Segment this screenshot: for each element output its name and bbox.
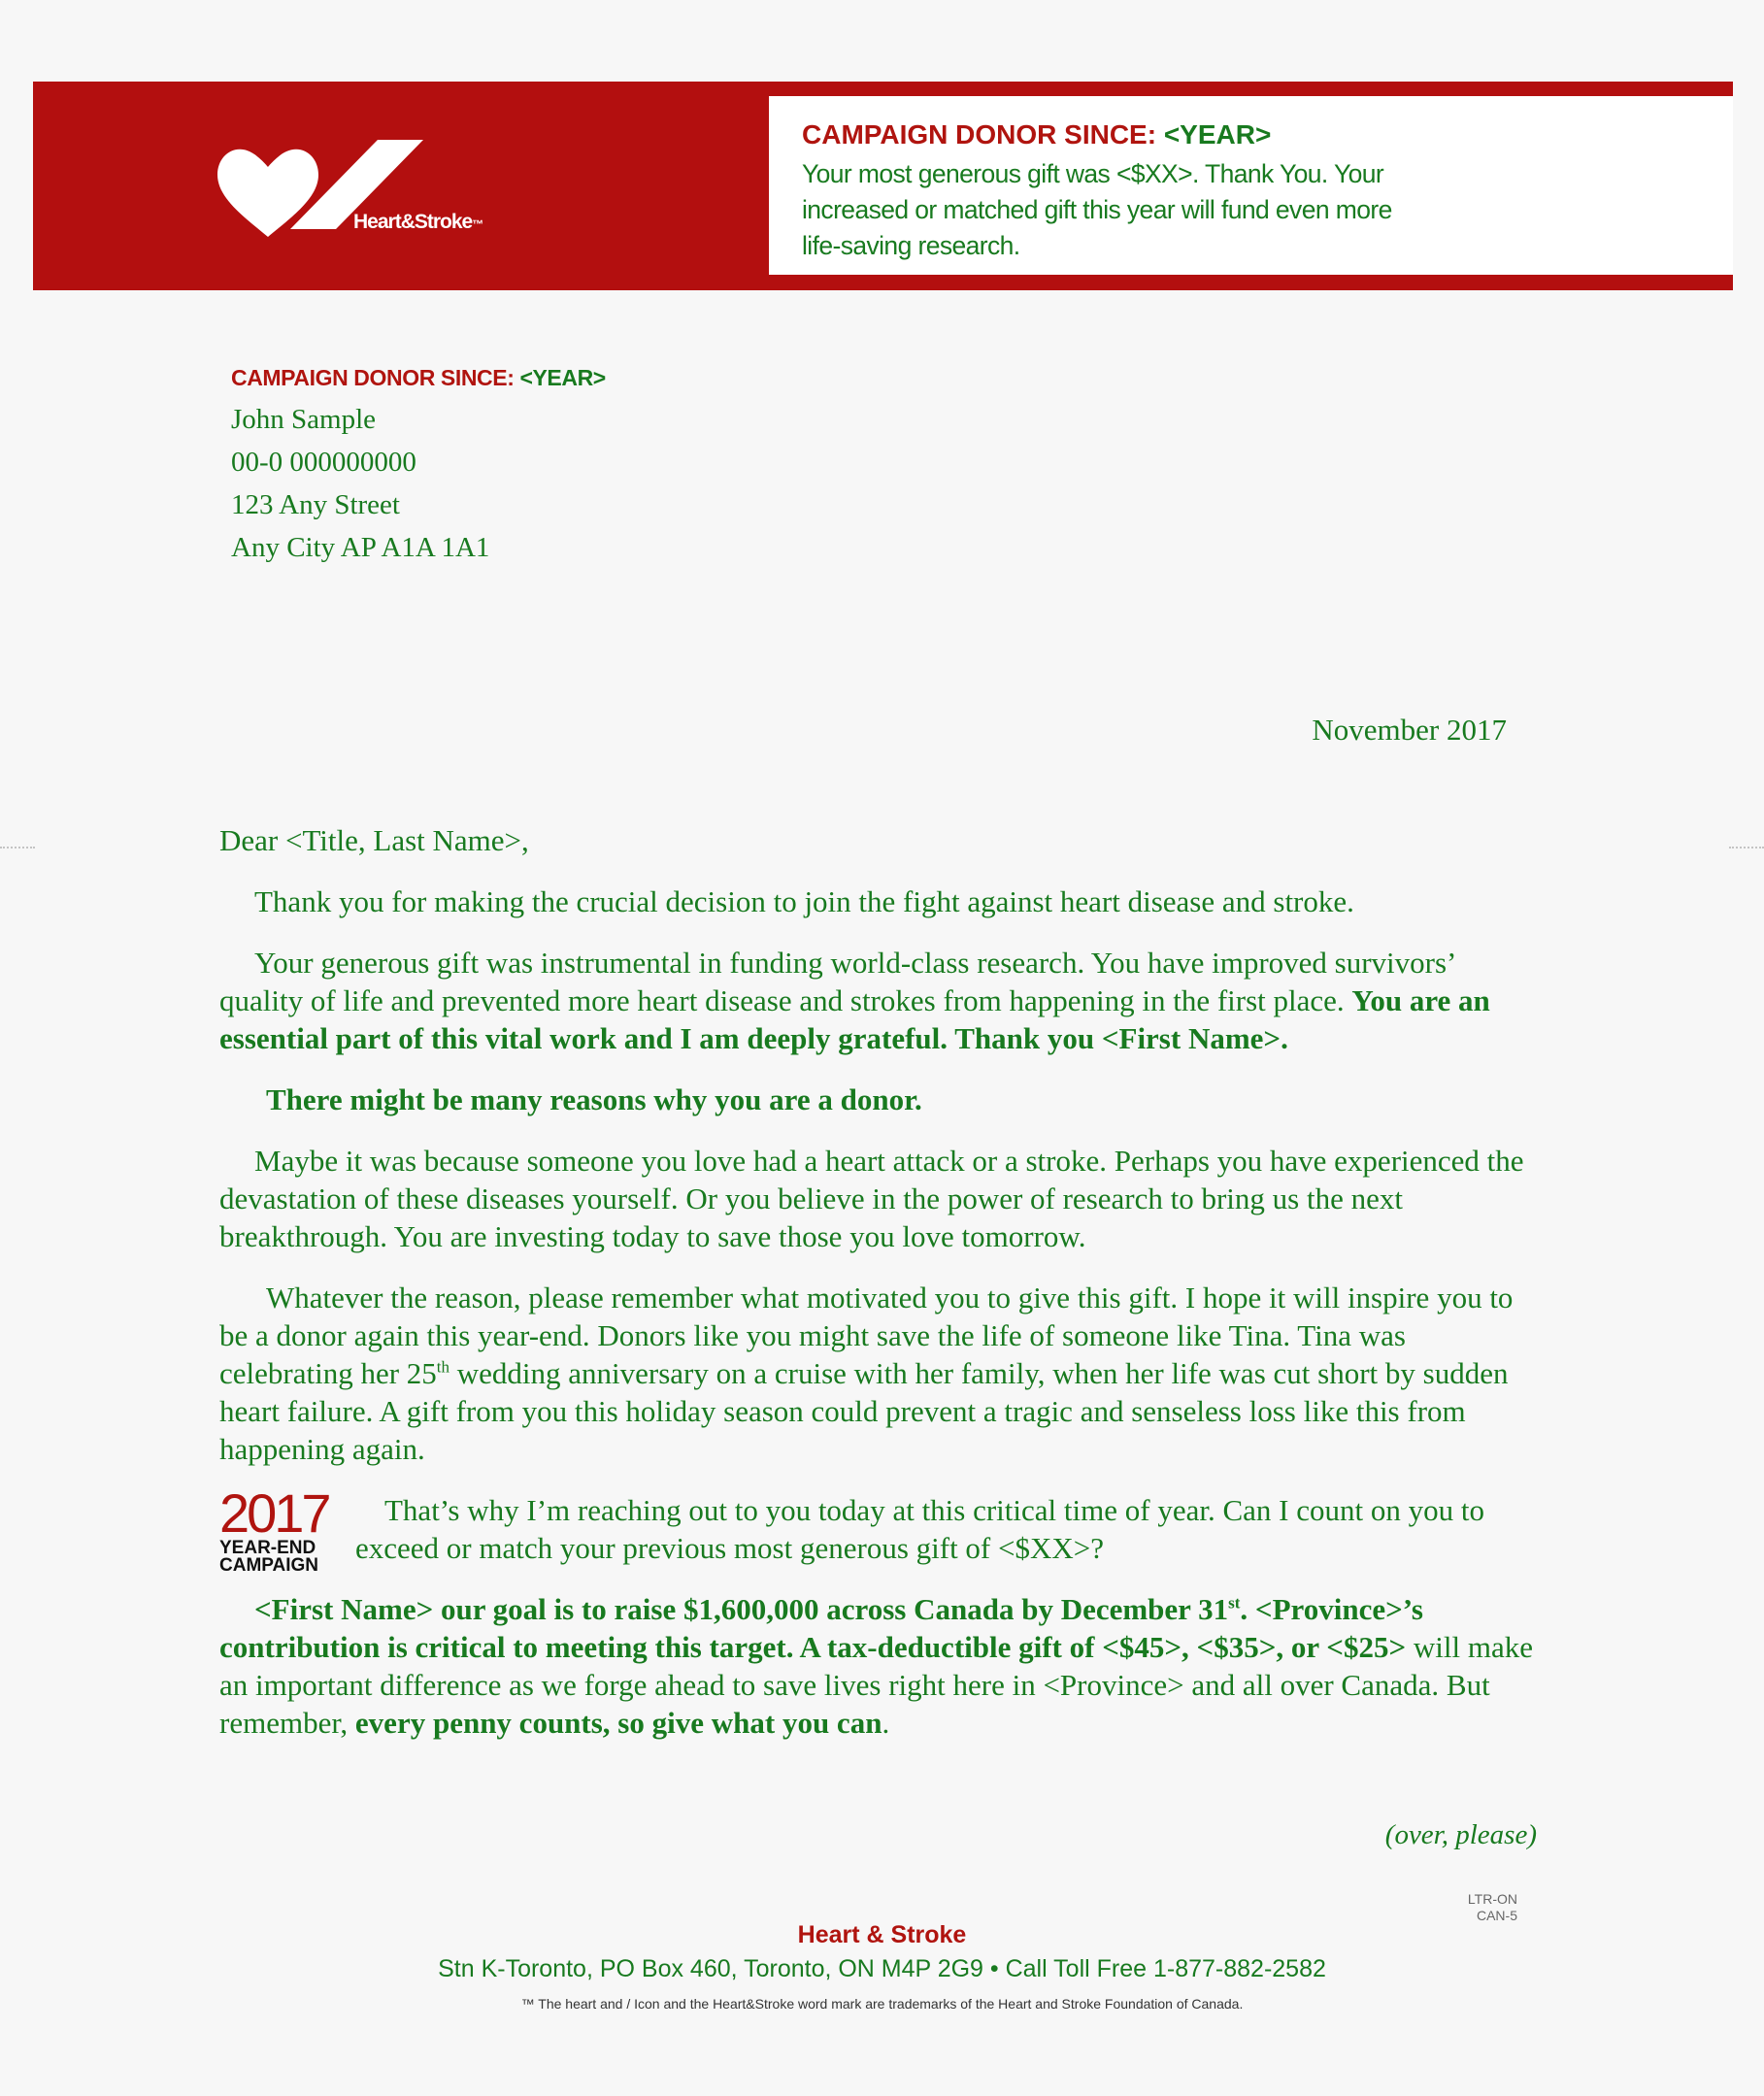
paragraph-4: Maybe it was because someone you love had a heart attack or a stroke. Perhaps you have experienced the devastation of these diseases yourself. Or you believe in the power of research to bring us the next breakthrough. You are investing today to save those you love tomorrow. <box>219 1144 1524 1253</box>
account-number: 00-0 000000000 <box>231 447 416 478</box>
address-donor-since: CAMPAIGN DONOR SINCE: <YEAR> <box>231 365 606 390</box>
fold-mark-right <box>1729 847 1764 848</box>
year-end-campaign-logo: 2017 YEAR-END CAMPAIGN <box>219 1482 329 1576</box>
footer <box>0 1918 1764 2012</box>
recipient-name: John Sample <box>231 404 377 435</box>
paragraph-3: There might be many reasons why you are a donor. <box>266 1082 922 1116</box>
paragraph-1: Thank you for making the crucial decision to join the fight against heart disease and stroke. <box>254 884 1354 918</box>
address-block <box>231 365 606 569</box>
donor-since-heading: CAMPAIGN DONOR SINCE: <YEAR> <box>802 119 1272 150</box>
paragraph-7: <First Name> our goal is to raise $1,600,000 across Canada by December 31st. <Province>’s contribution is critical to meeting this target. A tax-deductible gift of <$45>, <$35>, or <$25> will make an important difference as we forge ahead to save lives right here in <Province> and all over Canada. But remember, every penny counts, so give what you can. <box>219 1592 1533 1740</box>
heart-stroke-logo-icon <box>217 140 567 266</box>
street-address: 123 Any Street <box>231 489 400 520</box>
campaign-row <box>219 1482 1540 1576</box>
city-postal: Any City AP A1A 1A1 <box>231 532 490 563</box>
letter-body <box>219 821 1540 1765</box>
donor-message-box <box>769 96 1733 275</box>
over-please-note: (over, please) <box>1384 1819 1537 1850</box>
logo-wordmark: Heart&Stroke™ <box>353 211 483 233</box>
letter-date: November 2017 <box>1312 713 1507 747</box>
header-banner <box>33 82 1733 290</box>
paragraph-5: Whatever the reason, please remember what motivated you to give this gift. I hope it will inspire you to be a donor again this year-end. Donors like you might save the life of someone like Tina. Tina was celebrating her 25th wedding anniversary on a cruise with her family, when her life was cut short by sudden heart failure. A gift from you this holiday season could prevent a tragic and senseless loss like this from happening again. <box>219 1281 1514 1466</box>
footer-org: Heart & Stroke <box>797 1921 967 1948</box>
salutation: Dear <Title, Last Name>, <box>219 823 529 857</box>
fold-mark-left <box>0 847 35 848</box>
paragraph-6: That’s why I’m reaching out to you today at this critical time of year. Can I count on you to exceed or match your previous most generous gift of <$XX>? <box>355 1493 1484 1565</box>
letter-code: LTR-ON CAN-5 <box>1467 1891 1517 1923</box>
donor-message: Your most generous gift was <$XX>. Thank You. Your increased or matched gift this year will fund even more life-saving research. <box>802 159 1392 260</box>
footer-address: Stn K-Toronto, PO Box 460, Toronto, ON M4P 2G9 • Call Toll Free 1-877-882-2582 <box>438 1955 1326 1982</box>
trademark-note: ™ The heart and / Icon and the Heart&Stroke word mark are trademarks of the Heart and Stroke Foundation of Canada. <box>520 1996 1244 2012</box>
paragraph-2: Your generous gift was instrumental in funding world-class research. You have improved survivors’ quality of life and prevented more heart disease and strokes from happening in the first place. You are an essential part of this vital work and I am deeply grateful. Thank you <First Name>. <box>219 946 1490 1055</box>
